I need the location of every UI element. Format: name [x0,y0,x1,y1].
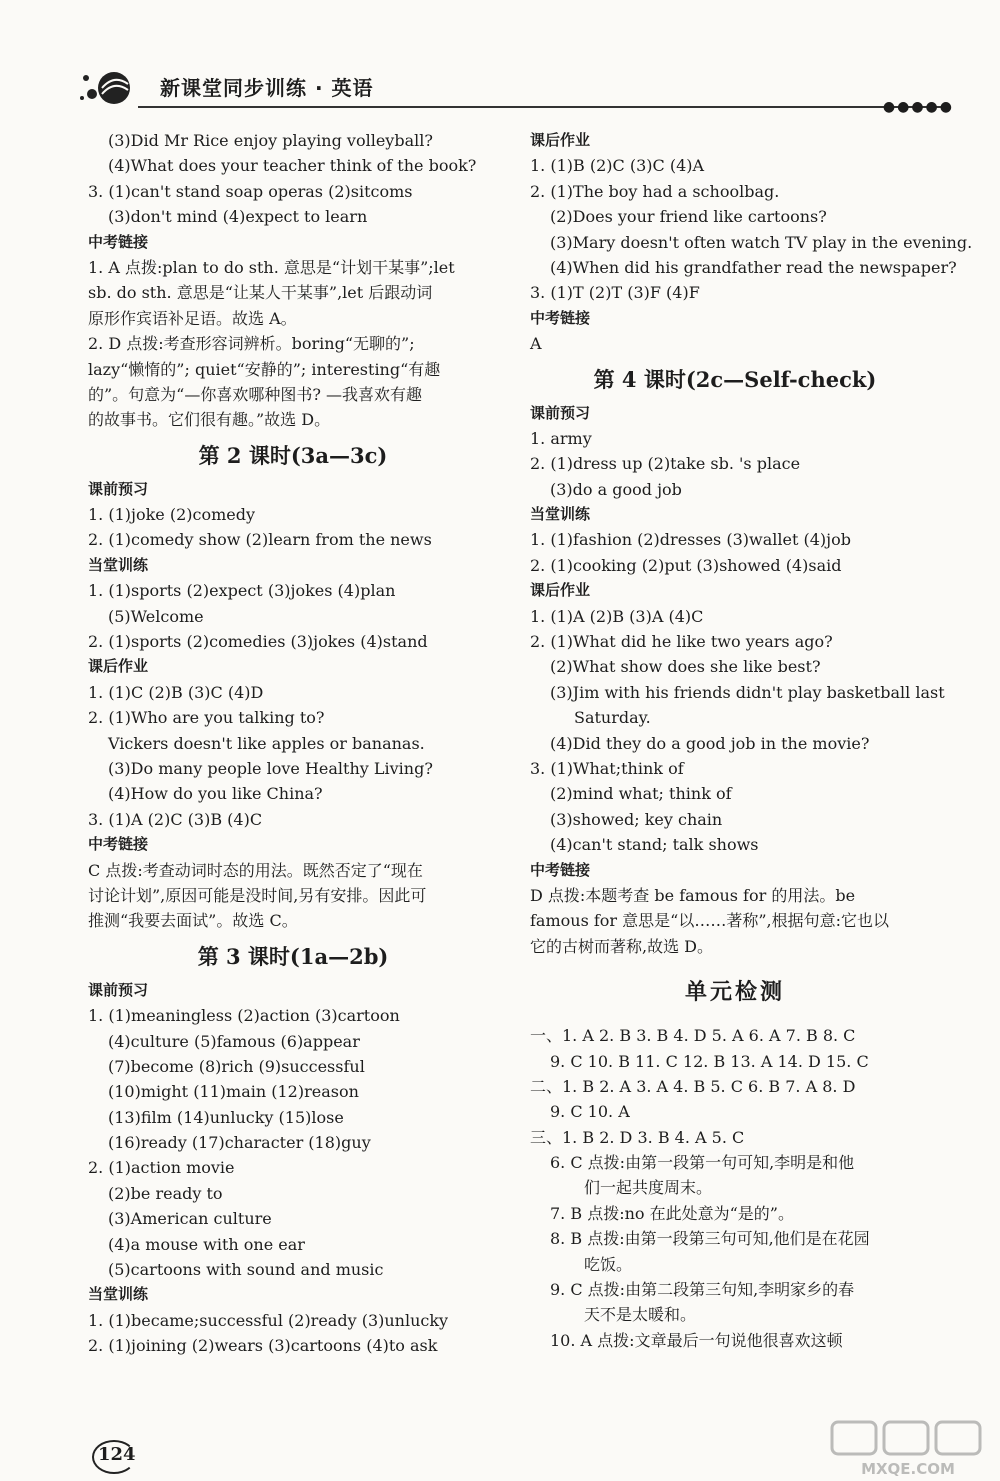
answer-line: 9. C 10. B 11. C 12. B 13. A 14. D 15. C [550,1051,869,1071]
watermark-logo [828,1418,988,1478]
answer-line: 2. (1)The boy had a schoolbag. [530,181,780,201]
answer-line: (13)film (14)unlucky (15)lose [108,1107,344,1127]
section-heading: 课前预习 [88,479,149,498]
answer-line: 们一起共度周末。 [584,1178,713,1198]
page-header [78,62,958,115]
answer-line: (10)might (11)main (12)reason [108,1082,359,1102]
answer-line: 1. (1)B (2)C (3)C (4)A [530,156,705,176]
section-heading: 中考链接 [530,860,591,879]
answer-line: (4)Did they do a good job in the movie? [550,733,870,753]
section-heading: 课后作业 [530,581,591,600]
answer-line: 10. A 点拨:文章最后一句说他很喜欢这顿 [550,1330,843,1350]
answer-line: 7. B 点拨:no 在此处意为“是的”。 [550,1203,794,1223]
answer-line: 9. C 点拨:由第二段第三句知,李明家乡的春 [550,1280,855,1300]
answer-line: (3)showed; key chain [550,809,723,829]
answer-line: (3)American culture [108,1209,272,1229]
answer-line: 原形作宾语补足语。故选 A。 [88,308,297,328]
answer-line: (7)become (8)rich (9)successful [108,1056,365,1076]
answer-line: (2)be ready to [108,1183,223,1203]
answer-line: 2. (1)joining (2)wears (3)cartoons (4)to ask [88,1336,438,1356]
answer-line: Vickers doesn't like apples or bananas. [108,733,425,753]
svg-text:MXQE.COM: MXQE.COM [861,1460,955,1478]
answer-line: 讨论计划”,原因可能是没时间,另有安排。因此可 [88,885,427,905]
answer-line: A [530,334,542,354]
answer-line: 1. (1)fashion (2)dresses (3)wallet (4)job [530,530,851,550]
answer-line: 2. (1)sports (2)comedies (3)jokes (4)stand [88,632,428,652]
answer-line: sb. do sth. 意思是“让某人干某事”,let 后跟动词 [88,283,433,303]
unit-test-title: 单元检测 [684,980,785,1006]
answer-line: 2. (1)Who are you talking to? [88,708,325,728]
section-heading: 课后作业 [88,657,149,676]
answer-line: (4)What does your teacher think of the book? [108,156,477,176]
answer-line: 二、1. B 2. A 3. A 4. B 5. C 6. B 7. A 8. D [530,1076,856,1096]
header-title: 新课堂同步训练 · 英语 [160,76,374,100]
section-heading: 中考链接 [88,232,149,251]
answer-line: famous for 意思是“以……著称”,根据句意:它也以 [530,911,889,931]
answer-line: 2. (1)What did he like two years ago? [530,632,833,652]
answer-line: 3. (1)What;think of [530,758,684,778]
answer-line: 1. (1)sports (2)expect (3)jokes (4)plan [88,581,396,601]
answer-line: (4)How do you like China? [108,784,323,804]
answer-line: 2. (1)action movie [88,1158,235,1178]
answer-line: 1. army [530,428,592,448]
page-number-badge [92,1440,138,1472]
section-heading: 中考链接 [88,835,149,854]
answer-line: (5)cartoons with sound and music [108,1260,384,1280]
section-heading: 当堂训练 [88,1285,149,1304]
header-rule [138,106,948,108]
answer-line: 8. B 点拨:由第一段第三句可知,他们是在花园 [550,1229,870,1249]
answer-line: 1. (1)C (2)B (3)C (4)D [88,682,264,702]
answer-line: (4)culture (5)famous (6)appear [108,1031,360,1051]
right-column [530,128,973,1353]
answer-line: 1. (1)A (2)B (3)A (4)C [530,606,704,626]
answer-line: lazy“懒惰的”; quiet“安静的”; interesting“有趣 [88,359,441,379]
header-dots: ●●●●● [882,99,954,115]
answer-line: 它的古树而著称,故选 D。 [530,936,714,956]
answer-line: 推测“我要去面试”。故选 C。 [88,911,298,931]
answer-line: 2. D 点拨:考查形容词辨析。boring“无聊的”; [88,334,415,354]
section-heading: 当堂训练 [530,505,591,524]
answer-line: (3)Did Mr Rice enjoy playing volleyball? [108,131,433,150]
answer-line: (3)do a good job [550,479,682,499]
section-heading: 课前预习 [88,980,149,999]
lesson-title: 第 2 课时(3a—3c) [198,442,388,468]
answer-line: (3)don't mind (4)expect to learn [108,207,368,227]
answer-line: 2. (1)comedy show (2)learn from the news [88,530,432,550]
answer-line: 2. (1)dress up (2)take sb. 's place [530,454,801,474]
answer-line: 1. A 点拨:plan to do sth. 意思是“计划干某事”;let [88,257,455,277]
answer-line: (16)ready (17)character (18)guy [108,1133,371,1153]
answer-line: 的故事书。它们很有趣。”故选 D。 [88,410,331,430]
answer-line: D 点拨:本题考查 be famous for 的用法。be [530,885,856,905]
answer-line: 1. (1)joke (2)comedy [88,505,256,525]
answer-line: 1. (1)meaningless (2)action (3)cartoon [88,1006,400,1026]
section-heading: 课后作业 [530,131,591,149]
answer-line: 1. (1)became;successful (2)ready (3)unlucky [88,1310,449,1330]
answer-line: C 点拨:考查动词时态的用法。既然否定了“现在 [88,860,423,880]
lesson-title: 第 3 课时(1a—2b) [197,943,389,969]
answer-line: (3)Jim with his friends didn't play basketball last [550,682,945,702]
section-heading: 中考链接 [530,308,591,327]
answer-line: 三、1. B 2. D 3. B 4. A 5. C [530,1127,745,1147]
answer-line: 3. (1)can't stand soap operas (2)sitcoms [88,181,413,201]
answer-line: 3. (1)A (2)C (3)B (4)C [88,809,263,829]
lesson-title: 第 4 课时(2c—Self-check) [593,366,877,392]
answer-line: 6. C 点拨:由第一段第一句可知,李明是和他 [550,1153,855,1173]
page-number: 124 [98,1444,136,1465]
answer-line: 天不是太暖和。 [584,1305,697,1325]
answer-line: 9. C 10. A [550,1102,630,1122]
book-logo-icon [78,68,138,110]
section-heading: 当堂训练 [88,555,149,574]
left-column [88,128,498,1359]
answer-line: (3)Mary doesn't often watch TV play in the evening. [550,232,973,252]
answer-line: 一、1. A 2. B 3. B 4. D 5. A 6. A 7. B 8. C [530,1026,856,1046]
answer-line: (4)a mouse with one ear [108,1234,305,1254]
answer-line: (2)mind what; think of [550,784,732,804]
answer-line: 的”。句意为“—你喜欢哪种图书? —我喜欢有趣 [88,384,423,404]
answer-line: (2)What show does she like best? [550,657,821,677]
answer-line: 2. (1)cooking (2)put (3)showed (4)said [530,555,842,575]
answer-line: (3)Do many people love Healthy Living? [108,758,433,778]
answer-line: 3. (1)T (2)T (3)F (4)F [530,283,700,303]
answer-line: 吃饭。 [584,1254,633,1274]
section-heading: 课前预习 [530,403,591,422]
answer-line: (4)can't stand; talk shows [550,835,759,855]
answer-line: Saturday. [574,708,651,728]
answer-line: (4)When did his grandfather read the newspaper? [550,257,957,277]
answer-line: (2)Does your friend like cartoons? [550,207,827,227]
answer-line: (5)Welcome [108,606,204,626]
